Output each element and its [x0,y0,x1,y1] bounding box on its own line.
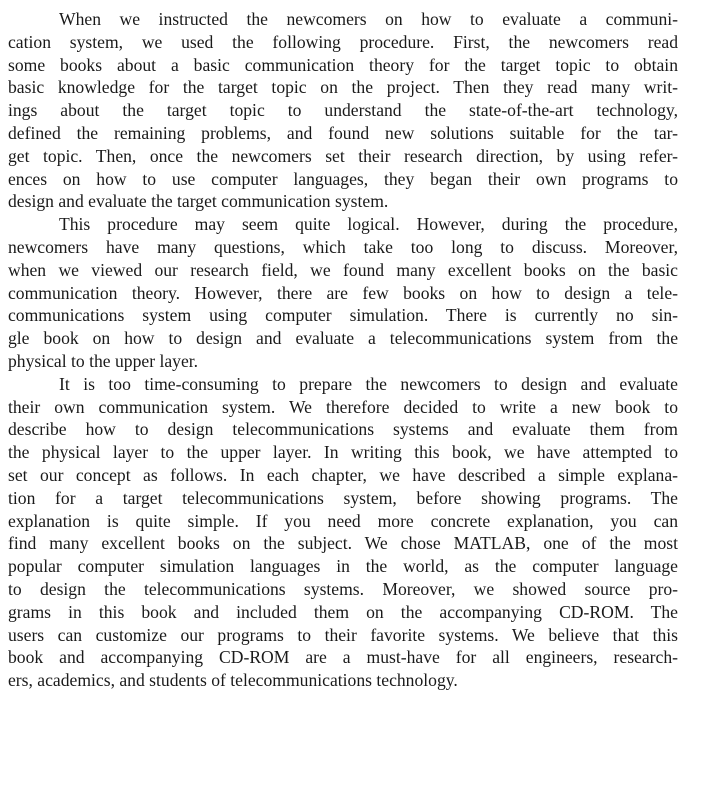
text-line: explanation is quite simple. If you need more concrete explanation, you can [8,510,678,531]
text-line: describe how to design telecommunications systems and evaluate them from [8,419,678,440]
text-line: ences on how to use computer languages, they began their own programs to [8,168,678,189]
text-line: cation system, we used the following procedure. First, the newcomers read [8,31,678,52]
paragraph-1 [8,8,678,213]
text-line: This procedure may seem quite logical. However, during the procedure, [59,214,678,235]
text-line: When we instructed the newcomers on how to evaluate a communi- [59,9,678,29]
text-line: book and accompanying CD-ROM are a must-have for all engineers, research- [8,647,678,668]
text-line: find many excellent books on the subject. We chose MATLAB, one of the most [8,533,678,554]
text-line: their own communication system. We therefore decided to write a new book to [8,396,678,417]
text-line: some books about a basic communication theory for the target topic to obtain [8,54,678,75]
text-line: It is too time-consuming to prepare the newcomers to design and evaluate [59,373,678,394]
text-line: newcomers have many questions, which take too long to discuss. Moreover, [8,236,678,257]
text-line: basic knowledge for the target topic on the project. Then they read many writ- [8,77,678,98]
text-line: design and evaluate the target communication system. [8,191,389,212]
text-line: set our concept as follows. In each chapter, we have described a simple explana- [8,464,678,485]
text-line: communication theory. However, there are few books on how to design a tele- [8,282,678,303]
text-line: popular computer simulation languages in the world, as the computer language [8,556,678,577]
text-line: ings about the target topic to understand the state-of-the-art technology, [8,100,678,121]
paragraph-3 [8,373,678,692]
text-line: the physical layer to the upper layer. In writing this book, we have attempted to [8,442,678,463]
text-line: ers, academics, and students of telecommunications technology. [8,670,458,691]
text-line: when we viewed our research field, we found many excellent books on the basic [8,259,678,280]
text-line: grams in this book and included them on the accompanying CD-ROM. The [8,601,678,622]
text-line: physical to the upper layer. [8,350,199,371]
text-line: tion for a target telecommunications system, before showing programs. The [8,487,678,508]
document-page [8,8,678,692]
text-line: get topic. Then, once the newcomers set their research direction, by using refer- [8,145,678,166]
text-line: gle book on how to design and evaluate a telecommunications system from the [8,328,678,349]
text-line: to design the telecommunications systems. Moreover, we showed source pro- [8,578,678,599]
text-line: defined the remaining problems, and found new solutions suitable for the tar- [8,122,678,143]
paragraph-2 [8,213,678,373]
text-line: communications system using computer simulation. There is currently no sin- [8,305,678,326]
text-line: users can customize our programs to their favorite systems. We believe that this [8,624,678,645]
